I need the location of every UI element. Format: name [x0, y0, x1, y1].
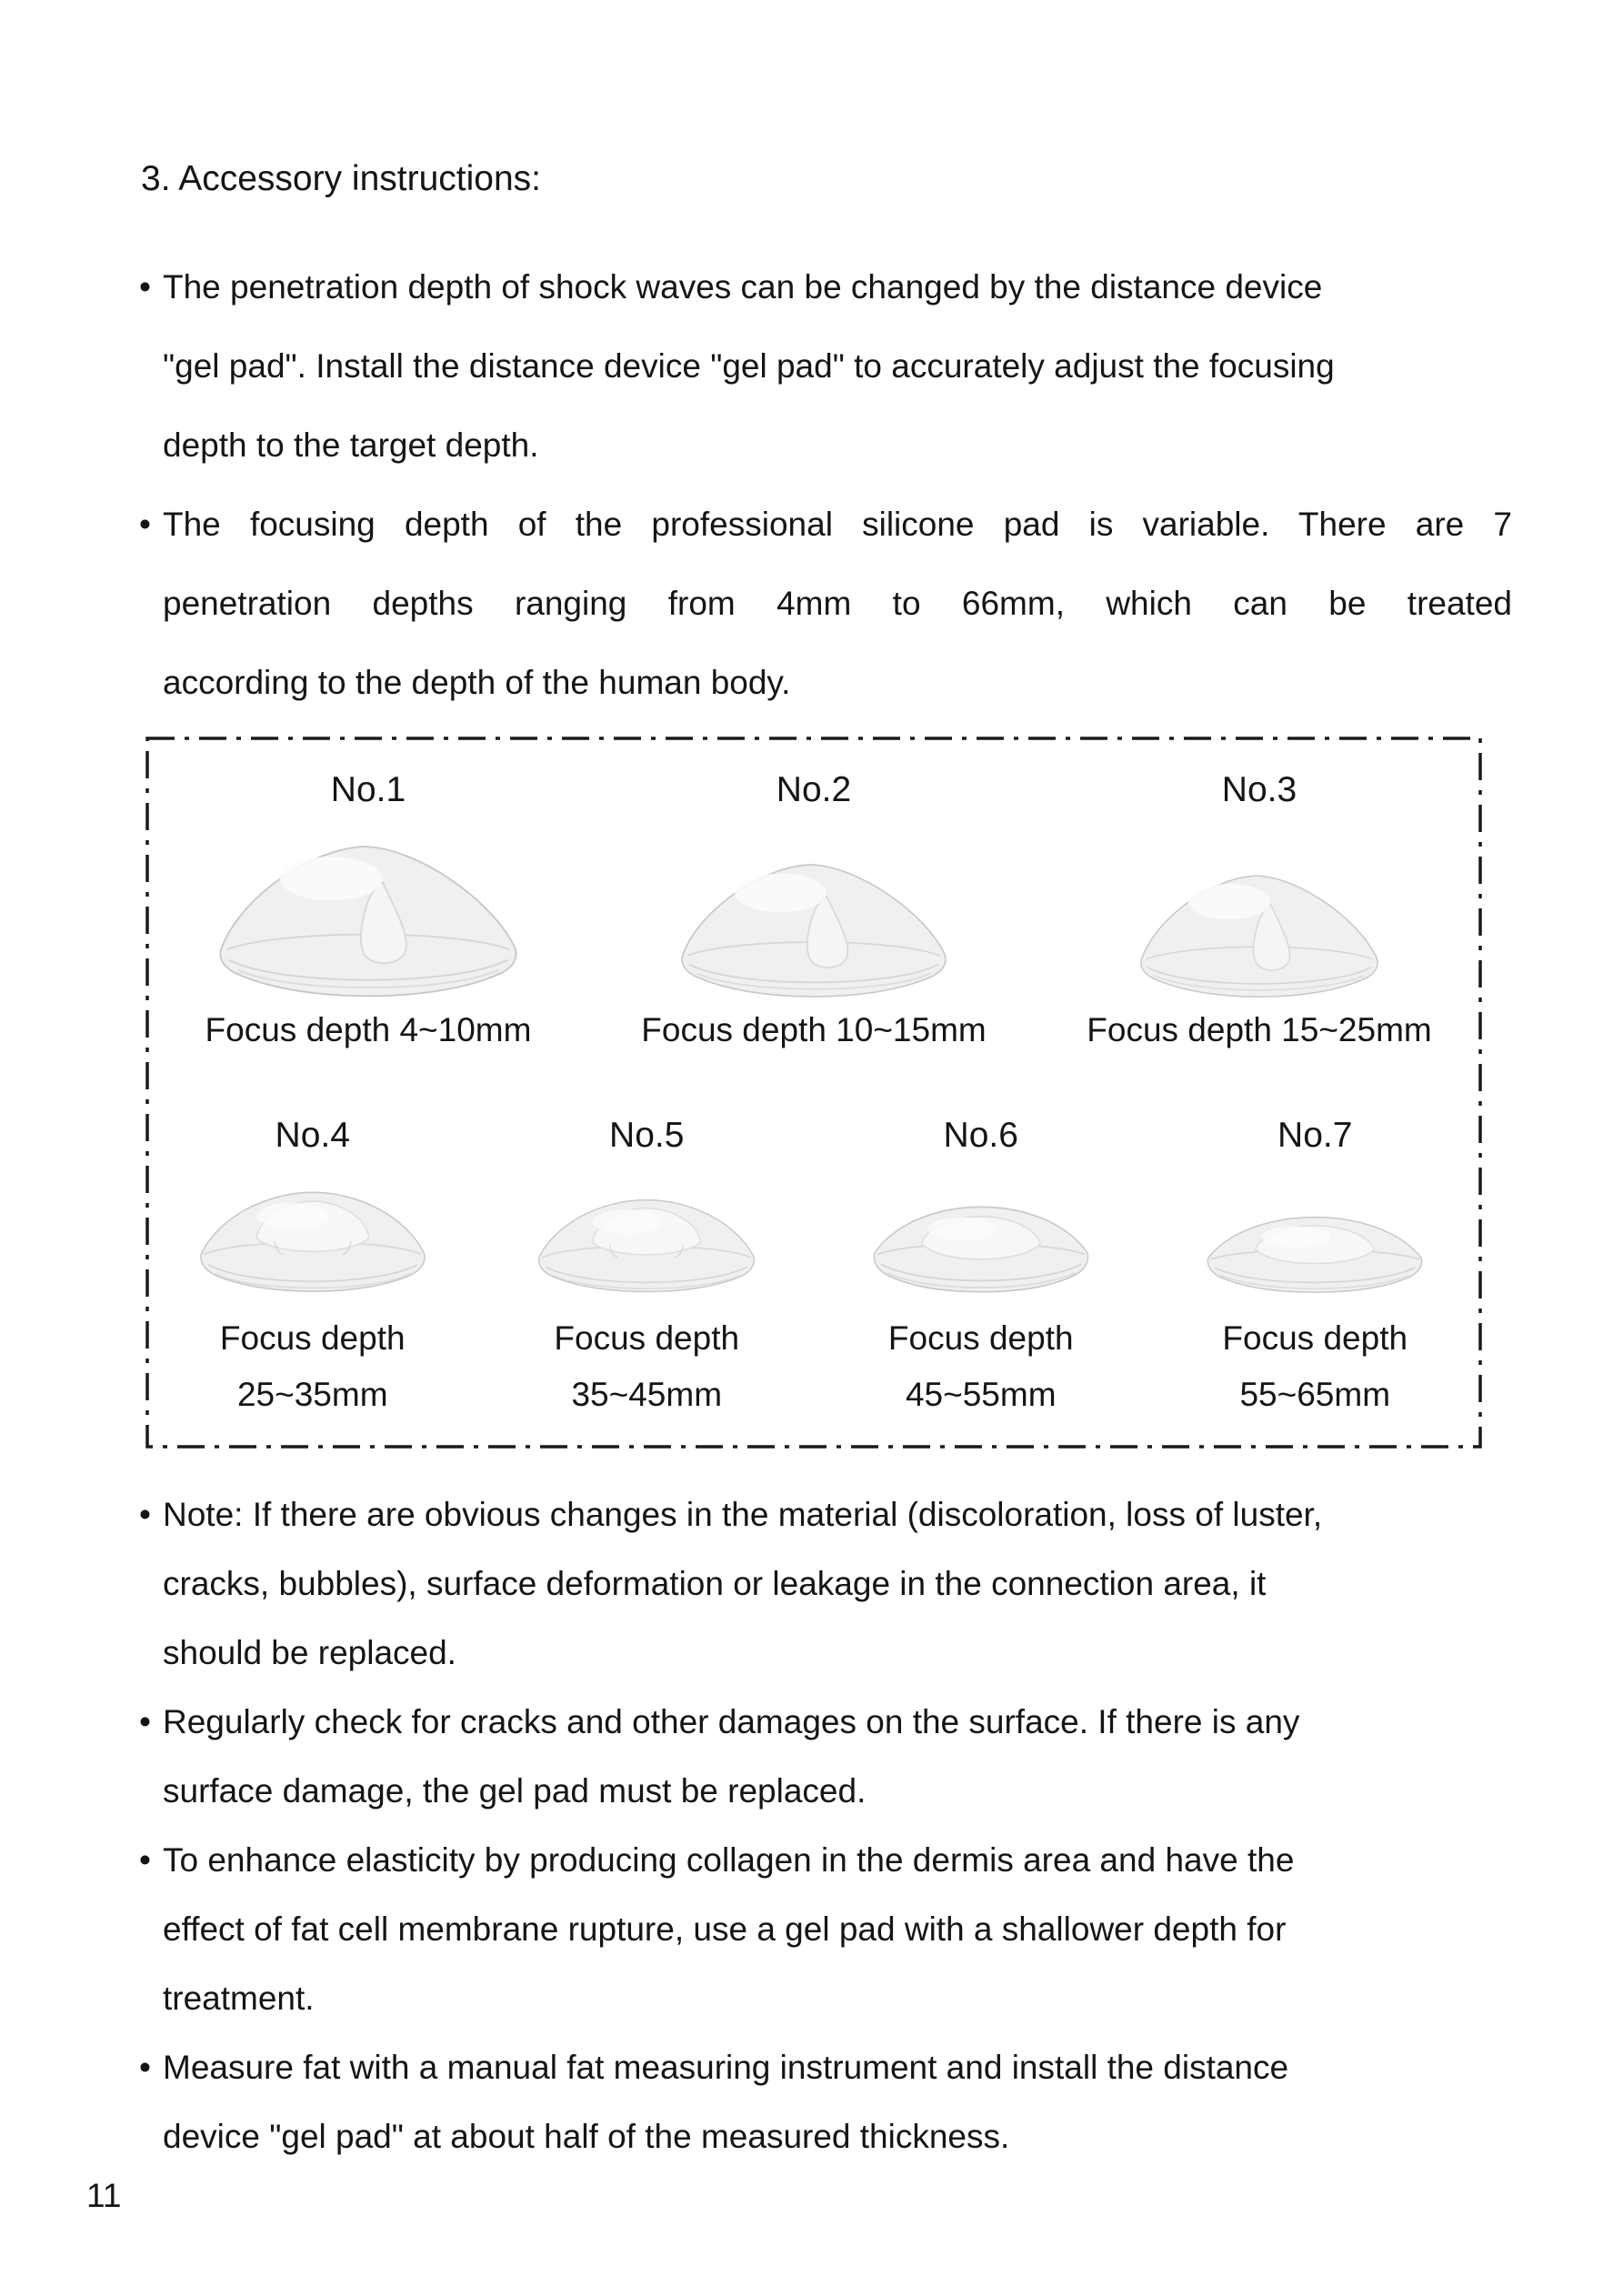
- gel-pad-image: [814, 1164, 1148, 1296]
- pad-number-label: No.6: [943, 1116, 1018, 1155]
- paragraph-line: treatment.: [163, 1980, 315, 2017]
- gel-pad-cone-illustration: [209, 823, 527, 1000]
- pad-focus-depth-label: [145, 1310, 480, 1423]
- gel-pad-cell-1: [145, 769, 591, 1051]
- bullet-paragraph-note-material: [141, 1480, 1523, 1688]
- gel-pad-image: [591, 818, 1037, 1000]
- paragraph-line: The penetration depth of shock waves can be changed by the distance device: [163, 268, 1323, 306]
- pad-number-label: No.3: [1221, 770, 1297, 809]
- section-heading: 3. Accessory instructions:: [141, 159, 542, 198]
- pad-focus-depth-line2: 45~55mm: [905, 1376, 1057, 1413]
- pad-focus-depth-label: Focus depth 10~15mm: [641, 1011, 987, 1048]
- pad-focus-depth-label: Focus depth 15~25mm: [1087, 1011, 1432, 1048]
- bullet-marker: •: [139, 1496, 151, 1533]
- pad-focus-depth-line1: Focus depth: [887, 1319, 1074, 1357]
- pad-focus-depth-label: Focus depth 4~10mm: [205, 1011, 532, 1048]
- bullet-paragraph-elasticity: [141, 1826, 1523, 2033]
- paragraph-lines: [163, 247, 1512, 485]
- pad-row-2: [145, 1115, 1482, 1423]
- pad-focus-depth-label: [1148, 1310, 1483, 1423]
- pad-focus-depth-line2: 35~45mm: [571, 1376, 723, 1413]
- pad-focus-depth-label: [814, 1310, 1148, 1423]
- bullet-paragraph-focusing-depth: [141, 485, 1523, 722]
- paragraph-line: should be replaced.: [163, 1634, 456, 1671]
- gel-pad-figure-box: [145, 737, 1482, 1449]
- gel-pad-cell-6: [814, 1115, 1148, 1423]
- paragraph-line: depth to the target depth.: [163, 426, 539, 464]
- gel-pad-image: [145, 818, 591, 1000]
- paragraph-line: device "gel pad" at about half of the measured thickness.: [163, 2118, 1010, 2155]
- intro-section: [141, 247, 1523, 722]
- bullet-paragraph-penetration-depth: [141, 247, 1523, 485]
- paragraph-line: Note: If there are obvious changes in the material (discoloration, loss of luster,: [163, 1496, 1323, 1533]
- paragraph-line: "gel pad". Install the distance device "gel pad" to accurately adjust the focusing: [163, 347, 1335, 385]
- pad-focus-depth-line1: Focus depth: [1222, 1319, 1408, 1357]
- gel-pad-cell-3: [1037, 769, 1482, 1051]
- paragraph-line: Regularly check for cracks and other damages on the surface. If there is any: [163, 1703, 1300, 1740]
- pad-number-label: No.4: [275, 1116, 350, 1155]
- gel-pad-cell-4: [145, 1115, 480, 1423]
- gel-pad-image: [480, 1164, 815, 1296]
- pad-number-label: No.5: [609, 1116, 685, 1155]
- gel-pad-image: [1037, 818, 1482, 1000]
- bullet-paragraph-check-cracks: [141, 1688, 1523, 1826]
- paragraph-line: penetration depths ranging from 4mm to 66mm, which can be treated: [163, 585, 1512, 622]
- paragraph-lines: [163, 2033, 1512, 2171]
- gel-pad-image: [1148, 1164, 1483, 1296]
- pad-number-label: No.1: [330, 770, 406, 809]
- paragraph-line: according to the depth of the human body.: [163, 664, 791, 701]
- gel-pad-cell-5: [480, 1115, 815, 1423]
- paragraph-line: surface damage, the gel pad must be replaced.: [163, 1772, 867, 1810]
- pad-number-label: No.2: [776, 770, 852, 809]
- bullet-paragraph-measure-fat: [141, 2033, 1523, 2171]
- bullet-marker: •: [139, 506, 151, 543]
- pad-focus-depth-line1: Focus depth: [554, 1319, 740, 1357]
- gel-pad-flat-illustration: [1202, 1198, 1428, 1296]
- gel-pad-image: [145, 1164, 480, 1296]
- paragraph-line: To enhance elasticity by producing collagen in the dermis area and have the: [163, 1841, 1295, 1879]
- paragraph-lines: [163, 1480, 1512, 1688]
- pad-focus-depth-label: [480, 1310, 815, 1423]
- gel-pad-cell-2: [591, 769, 1037, 1051]
- bullet-marker: •: [139, 268, 151, 306]
- gel-pad-cone-illustration: [672, 844, 956, 1000]
- gel-pad-cell-7: [1148, 1115, 1483, 1423]
- paragraph-lines: [163, 1688, 1512, 1826]
- pad-focus-depth-line2: 25~35mm: [236, 1376, 388, 1413]
- bullet-marker: •: [139, 1841, 151, 1879]
- pad-row-1: [145, 737, 1482, 1051]
- pad-number-label: No.7: [1277, 1116, 1353, 1155]
- page-number: 11: [86, 2177, 122, 2214]
- pad-focus-depth-line1: Focus depth: [219, 1319, 406, 1357]
- paragraph-line: The focusing depth of the professional silicone pad is variable. There are 7: [163, 506, 1512, 543]
- notes-section: [141, 1480, 1523, 2171]
- gel-pad-cone-illustration: [1132, 857, 1387, 1000]
- bullet-marker: •: [139, 2049, 151, 2086]
- paragraph-line: effect of fat cell membrane rupture, use a gel pad with a shallower depth for: [163, 1910, 1287, 1948]
- paragraph-line: cracks, bubbles), surface deformation or leakage in the connection area, it: [163, 1565, 1267, 1602]
- gel-pad-dome-illustration: [532, 1179, 761, 1296]
- paragraph-lines: [163, 485, 1512, 722]
- gel-pad-flat-illustration: [868, 1185, 1094, 1296]
- gel-pad-dome-illustration: [194, 1170, 432, 1296]
- pad-focus-depth-line2: 55~65mm: [1239, 1376, 1391, 1413]
- bullet-marker: •: [139, 1703, 151, 1740]
- paragraph-line: Measure fat with a manual fat measuring instrument and install the distance: [163, 2049, 1289, 2086]
- paragraph-lines: [163, 1826, 1512, 2033]
